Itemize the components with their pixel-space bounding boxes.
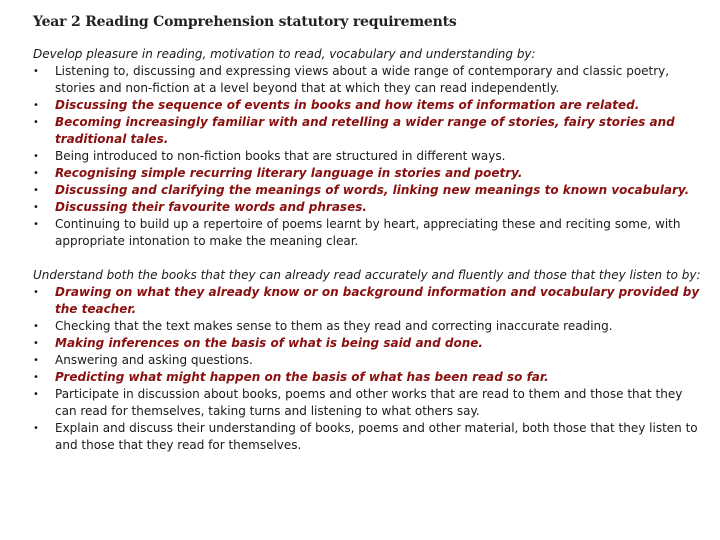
list-item-text: Discussing the sequence of events in books and how items of information are related. [55,98,640,112]
requirements-list [33,63,703,250]
list-item [33,420,703,454]
list-item [33,148,703,165]
list-item [33,182,703,199]
list-item-text: Becoming increasingly familiar with and retelling a wider range of stories, fairy stories and traditional tales. [55,115,675,146]
list-item [33,216,703,250]
bullet-icon: • [33,151,39,162]
list-item-text: Listening to, discussing and expressing views about a wide range of contemporary and classic poetry, stories and non-fiction at a level beyond that at which they can read independently. [55,64,670,95]
list-item-text: Discussing and clarifying the meanings of words, linking new meanings to known vocabulary. [55,183,690,197]
bullet-icon: • [33,389,39,400]
bullet-icon: • [33,202,39,213]
section-intro: Develop pleasure in reading, motivation to read, vocabulary and understanding by: [33,47,536,61]
page-title: Year 2 Reading Comprehension statutory requirements [33,14,457,30]
bullet-icon: • [33,168,39,179]
list-item [33,199,703,216]
list-item-text: Answering and asking questions. [55,353,253,367]
bullet-icon: • [33,355,39,366]
bullet-icon: • [33,321,39,332]
list-item [33,165,703,182]
bullet-icon: • [33,117,39,128]
section-develop-pleasure [33,46,703,250]
section-understand-books [33,267,703,454]
list-item [33,63,703,97]
list-item-text: Checking that the text makes sense to them as they read and correcting inaccurate reading. [55,319,613,333]
list-item-text: Continuing to build up a repertoire of poems learnt by heart, appreciating these and reciting some, with appropriate intonation to make the meaning clear. [55,217,681,248]
list-item [33,114,703,148]
list-item-text: Recognising simple recurring literary language in stories and poetry. [55,166,523,180]
list-item [33,335,703,352]
list-item [33,369,703,386]
list-item-text: Discussing their favourite words and phrases. [55,200,367,214]
bullet-icon: • [33,423,39,434]
bullet-icon: • [33,338,39,349]
list-item [33,386,703,420]
list-item-text: Being introduced to non-fiction books that are structured in different ways. [55,149,506,163]
list-item [33,352,703,369]
bullet-icon: • [33,372,39,383]
bullet-icon: • [33,185,39,196]
list-item-text: Predicting what might happen on the basis of what has been read so far. [55,370,549,384]
list-item-text: Drawing on what they already know or on background information and vocabulary provided by the teacher. [55,285,700,316]
list-item [33,97,703,114]
requirements-list [33,284,703,454]
list-item-text: Making inferences on the basis of what is being said and done. [55,336,483,350]
bullet-icon: • [33,219,39,230]
section-intro: Understand both the books that they can already read accurately and fluently and those that they listen to by: [33,268,701,282]
bullet-icon: • [33,66,39,77]
list-item-text: Participate in discussion about books, poems and other works that are read to them and those that they can read for themselves, taking turns and listening to what others say. [55,387,683,418]
bullet-icon: • [33,287,39,298]
list-item [33,284,703,318]
list-item [33,318,703,335]
list-item-text: Explain and discuss their understanding of books, poems and other material, both those that they listen to and those that they read for themselves. [55,421,698,452]
bullet-icon: • [33,100,39,111]
